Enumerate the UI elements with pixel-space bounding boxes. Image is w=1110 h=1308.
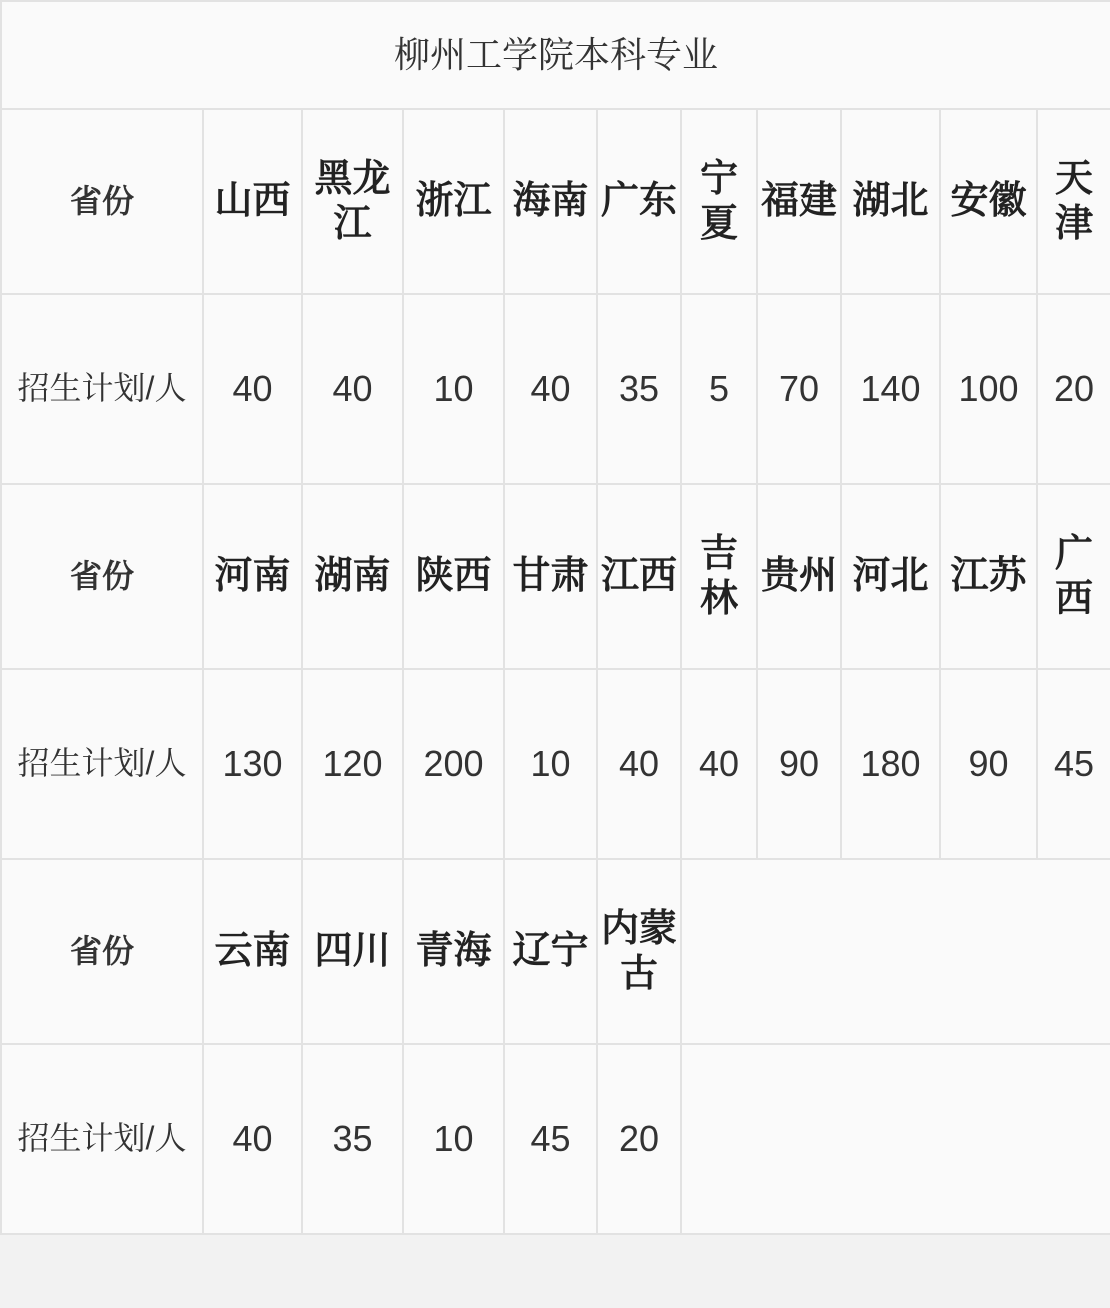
plan-value-cell: 40 bbox=[302, 294, 403, 484]
plan-value-cell: 130 bbox=[203, 669, 302, 859]
table-row bbox=[1, 859, 1110, 1044]
row-label-plan: 招生计划/人 bbox=[1, 669, 203, 859]
province-cell: 安徽 bbox=[940, 109, 1037, 294]
plan-value-cell: 40 bbox=[504, 294, 597, 484]
row-label-plan: 招生计划/人 bbox=[1, 1044, 203, 1234]
province-cell: 福建 bbox=[757, 109, 841, 294]
table-row bbox=[1, 669, 1110, 859]
province-cell: 江苏 bbox=[940, 484, 1037, 669]
province-cell: 湖北 bbox=[841, 109, 940, 294]
province-cell: 陕西 bbox=[403, 484, 504, 669]
province-cell: 贵州 bbox=[757, 484, 841, 669]
province-cell: 云南 bbox=[203, 859, 302, 1044]
table-row bbox=[1, 109, 1110, 294]
province-cell: 吉林 bbox=[681, 484, 757, 669]
row-label-province: 省份 bbox=[1, 484, 203, 669]
plan-value-cell: 45 bbox=[1037, 669, 1110, 859]
plan-value-cell: 10 bbox=[403, 1044, 504, 1234]
plan-value-cell: 40 bbox=[203, 294, 302, 484]
province-cell: 河南 bbox=[203, 484, 302, 669]
province-cell: 湖南 bbox=[302, 484, 403, 669]
province-cell: 浙江 bbox=[403, 109, 504, 294]
plan-value-cell: 35 bbox=[597, 294, 681, 484]
plan-value-cell: 90 bbox=[940, 669, 1037, 859]
province-cell: 海南 bbox=[504, 109, 597, 294]
province-cell: 甘肃 bbox=[504, 484, 597, 669]
empty-filler bbox=[681, 859, 1110, 1044]
plan-value-cell: 100 bbox=[940, 294, 1037, 484]
plan-value-cell: 140 bbox=[841, 294, 940, 484]
plan-value-cell: 5 bbox=[681, 294, 757, 484]
empty-filler bbox=[681, 1044, 1110, 1234]
plan-value-cell: 180 bbox=[841, 669, 940, 859]
plan-value-cell: 20 bbox=[1037, 294, 1110, 484]
row-label-plan: 招生计划/人 bbox=[1, 294, 203, 484]
table-row bbox=[1, 484, 1110, 669]
plan-value-cell: 40 bbox=[681, 669, 757, 859]
plan-value-cell: 70 bbox=[757, 294, 841, 484]
page-title: 柳州工学院本科专业 bbox=[1, 1, 1110, 109]
province-cell: 青海 bbox=[403, 859, 504, 1044]
plan-value-cell: 20 bbox=[597, 1044, 681, 1234]
plan-value-cell: 10 bbox=[403, 294, 504, 484]
plan-value-cell: 10 bbox=[504, 669, 597, 859]
province-cell: 内蒙古 bbox=[597, 859, 681, 1044]
table-row bbox=[1, 1044, 1110, 1234]
province-cell: 黑龙江 bbox=[302, 109, 403, 294]
province-cell: 辽宁 bbox=[504, 859, 597, 1044]
plan-value-cell: 120 bbox=[302, 669, 403, 859]
plan-value-cell: 40 bbox=[203, 1044, 302, 1234]
plan-value-cell: 200 bbox=[403, 669, 504, 859]
table-title-row bbox=[1, 1, 1110, 109]
plan-value-cell: 40 bbox=[597, 669, 681, 859]
province-cell: 宁夏 bbox=[681, 109, 757, 294]
province-cell: 山西 bbox=[203, 109, 302, 294]
province-cell: 广东 bbox=[597, 109, 681, 294]
table-row bbox=[1, 294, 1110, 484]
row-label-province: 省份 bbox=[1, 859, 203, 1044]
province-cell: 四川 bbox=[302, 859, 403, 1044]
plan-value-cell: 45 bbox=[504, 1044, 597, 1234]
row-label-province: 省份 bbox=[1, 109, 203, 294]
plan-value-cell: 35 bbox=[302, 1044, 403, 1234]
plan-value-cell: 90 bbox=[757, 669, 841, 859]
province-cell: 江西 bbox=[597, 484, 681, 669]
province-cell: 天津 bbox=[1037, 109, 1110, 294]
province-cell: 河北 bbox=[841, 484, 940, 669]
province-cell: 广西 bbox=[1037, 484, 1110, 669]
